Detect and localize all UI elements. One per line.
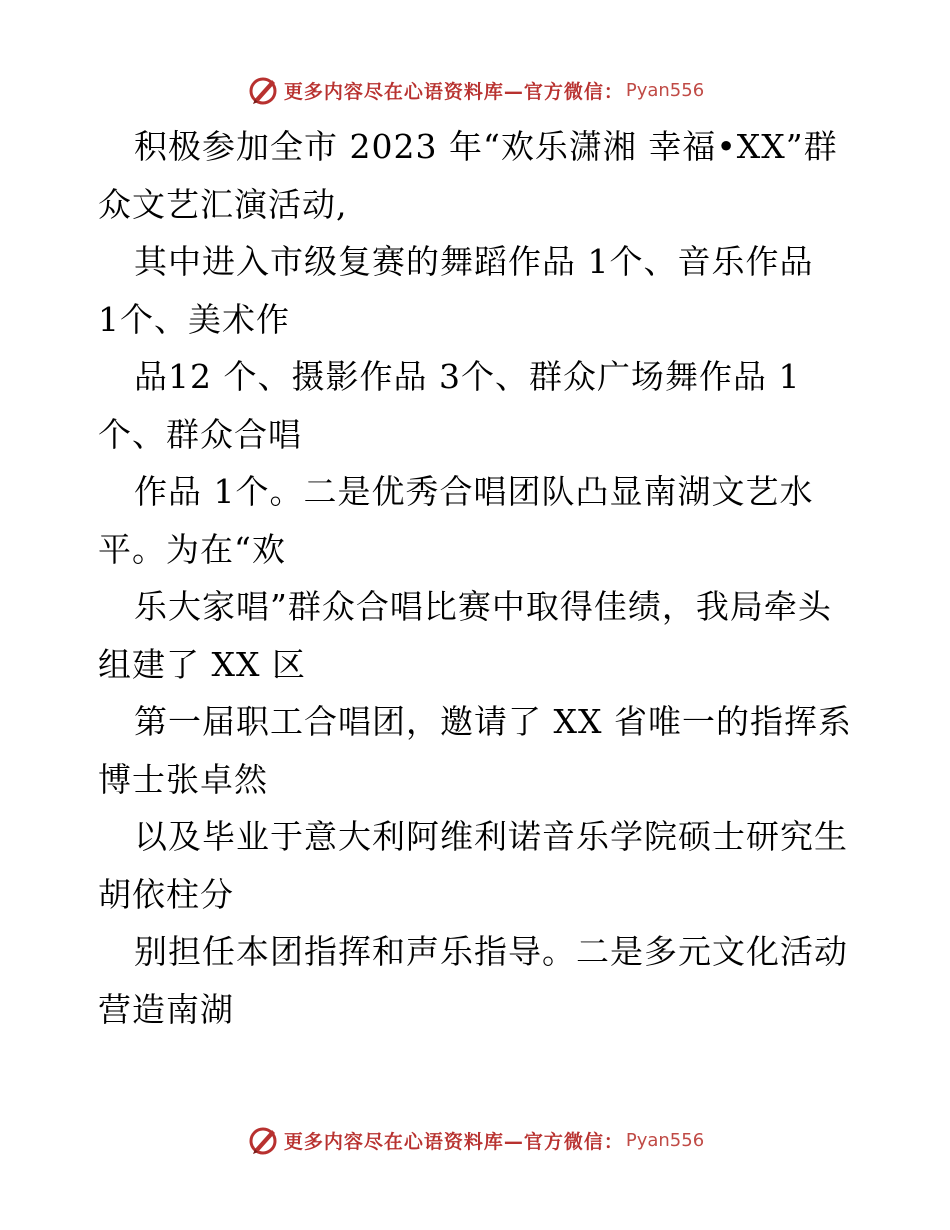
pen-logo-icon [246,73,280,107]
body-line: 平。为在“欢 [98,529,286,569]
body-line: 其中进入市级复赛的舞蹈作品 1个、音乐作品 [134,242,814,281]
body-line: 胡依柱分 [98,874,234,914]
body-line: 乐大家唱”群众合唱比赛中取得佳绩，我局牵头 [134,587,832,626]
body-line: 别担任本团指挥和声乐指导。二是多元文化活动 [134,932,848,971]
body-line: 1个、美术作 [98,299,290,339]
document-body [98,118,858,1038]
body-line: 品12 个、摄影作品 3个、群众广场舞作品 1 [134,357,801,396]
header-banner [0,70,950,110]
pen-logo-icon [246,1123,280,1157]
footer-wechat-id: Pyan556 [625,1129,705,1151]
body-line: 积极参加全市 2023 年“欢乐潇湘 幸福•XX”群 [134,127,838,166]
body-line: 以及毕业于意大利阿维利诺音乐学院硕士研究生 [134,817,848,856]
footer-banner-text: 更多内容尽在心语资料库—官方微信： [283,1130,624,1153]
body-line: 组建了 XX 区 [98,644,306,684]
header-banner-text: 更多内容尽在心语资料库—官方微信： [283,80,624,103]
body-line: 个、群众合唱 [98,414,302,454]
body-line: 第一届职工合唱团，邀请了 XX 省唯一的指挥系 [134,702,852,741]
body-line: 作品 1个。二是优秀合唱团队凸显南湖文艺水 [134,472,814,511]
header-wechat-id: Pyan556 [625,79,705,101]
body-line: 众文艺汇演活动, [98,184,348,224]
body-line: 营造南湖 [98,989,234,1029]
body-line: 博士张卓然 [98,759,268,799]
footer-banner [0,1120,950,1160]
